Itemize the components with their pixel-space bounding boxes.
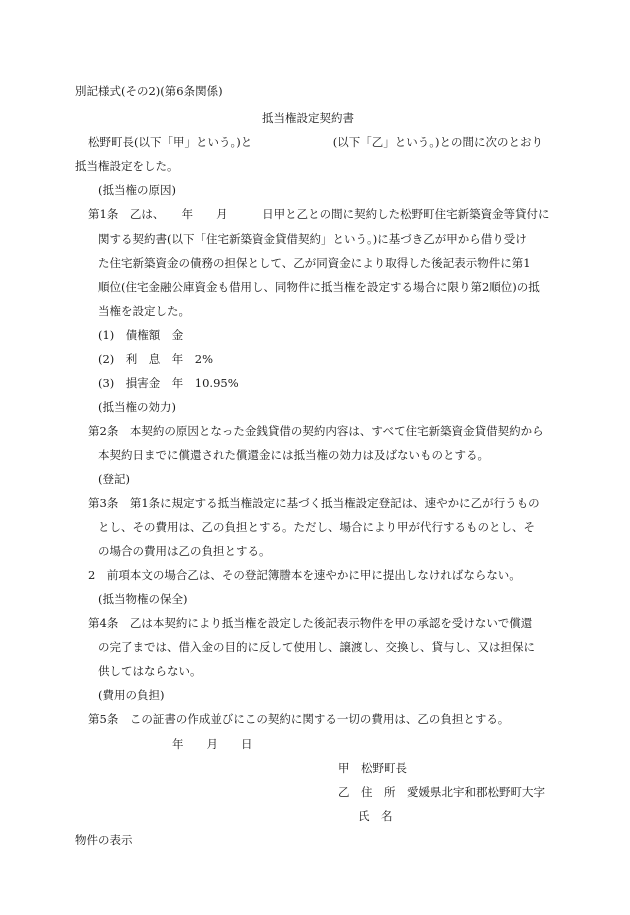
preamble-line-1: 松野町長(以下「甲」という。)と (以下「乙」という。)との間に次のとおり bbox=[88, 135, 543, 149]
article-1-line: 関する契約書(以下「住宅新築資金貸借契約」という。)に基づき乙が甲から借り受け bbox=[98, 232, 527, 246]
article-1-line: た住宅新築資金の債務の担保として、乙が同資金により取得した後記表示物件に第1 bbox=[98, 256, 531, 270]
article-3-line: 第3条 第1条に規定する抵当権設定に基づく抵当権設定登記は、速やかに乙が行うもの bbox=[88, 496, 540, 510]
article-2-line: 本契約日までに償還された償還金には抵当権の効力は及ばないものとする。 bbox=[98, 448, 489, 462]
article-3-paragraph-2: 2 前項本文の場合乙は、その登記簿謄本を速やかに甲に提出しなければならない。 bbox=[88, 568, 521, 582]
article-1-line: 順位(住宅金融公庫資金も借用し、同物件に抵当権を設定する場合に限り第2順位)の抵 bbox=[98, 280, 540, 294]
article-4-line: 供してはならない。 bbox=[98, 664, 202, 678]
article-1-heading: (抵当権の原因) bbox=[98, 183, 176, 197]
document-title: 抵当権設定契約書 bbox=[262, 111, 354, 125]
party-a: 甲 松野町長 bbox=[338, 761, 407, 775]
article-5-line: 第5条 この証書の作成並びにこの契約に関する一切の費用は、乙の負担とする。 bbox=[88, 712, 510, 726]
article-1-item: (2) 利 息 年 2% bbox=[98, 352, 214, 366]
article-4-heading: (抵当物権の保全) bbox=[98, 592, 188, 606]
article-5-heading: (費用の負担) bbox=[98, 688, 165, 702]
article-4-line: の完了までは、借入金の目的に反して使用し、譲渡し、交換し、貸与し、又は担保に bbox=[98, 640, 535, 654]
article-1-item: (1) 債権額 金 bbox=[98, 328, 184, 342]
party-b-address: 乙 住 所 愛媛県北宇和郡松野町大字 bbox=[338, 785, 545, 799]
article-4-line: 第4条 乙は本契約により抵当権を設定した後記表示物件を甲の承認を受けないで償還 bbox=[88, 616, 533, 630]
preamble-line-2: 抵当権設定をした。 bbox=[75, 159, 179, 173]
party-b-name: 氏 名 bbox=[358, 809, 393, 823]
article-2-heading: (抵当権の効力) bbox=[98, 400, 176, 414]
article-1-line: 当権を設定した。 bbox=[98, 304, 190, 318]
article-3-line: とし、その費用は、乙の負担とする。ただし、場合により甲が代行するものとし、そ bbox=[98, 520, 535, 534]
article-2-line: 第2条 本契約の原因となった金銭貸借の契約内容は、すべて住宅新築資金貸借契約から bbox=[88, 424, 544, 438]
article-3-line: の場合の費用は乙の負担とする。 bbox=[98, 544, 271, 558]
signature-date: 年 月 日 bbox=[172, 737, 253, 751]
form-label: 別記様式(その2)(第6条関係) bbox=[75, 84, 223, 98]
property-label: 物件の表示 bbox=[75, 833, 133, 847]
article-1-item: (3) 損害金 年 10.95% bbox=[98, 376, 239, 390]
article-1-line: 第1条 乙は、 年 月 日甲と乙との間に契約した松野町住宅新築資金等貸付に bbox=[88, 207, 550, 221]
article-3-heading: (登記) bbox=[98, 472, 130, 486]
